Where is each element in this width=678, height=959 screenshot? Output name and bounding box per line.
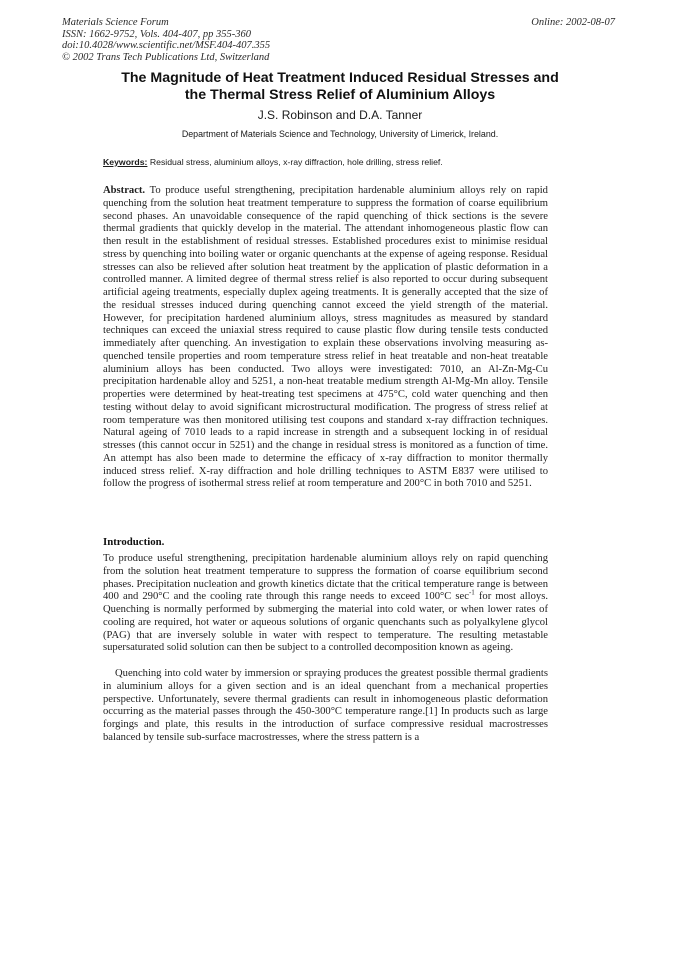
journal-header xyxy=(62,17,422,63)
title-line-1: The Magnitude of Heat Treatment Induced Residual Stresses and xyxy=(121,70,559,86)
issn-line: ISSN: 1662-9752, Vols. 404-407, pp 355-360 xyxy=(62,28,251,40)
introduction-paragraph-1 xyxy=(103,553,548,655)
doi-link[interactable]: doi:10.4028/www.scientific.net/MSF.404-407.355 xyxy=(62,40,271,52)
keywords-list: Residual stress, aluminium alloys, x-ray diffraction, hole drilling, stress relief. xyxy=(149,157,443,167)
intro-p1-superscript: -1 xyxy=(468,588,475,597)
intro-p1-text-a: To produce useful strengthening, precipitation hardenable aluminium alloys rely on rapid quenching from the solution heat treatment temperature to suppress the formation of coarse equilibrium second phases. Precipitation nucleation and growth kinetics dictate that the critical temperature range is between 400 and 290°C and the cooling rate through this range needs to exceed 100°C sec xyxy=(103,553,548,603)
paper-title xyxy=(70,70,610,103)
introduction-paragraph-2: Quenching into cold water by immersion or spraying produces the greatest possible thermal gradients in aluminium alloys for a given section and is an ideal quenchant from a mechanical properties perspective. Unfortunately, severe thermal gradients can result in inhomogeneous plastic deformation occurring as the material passes through the 450-300°C temperature range.[1] In products such as large forgings and plate, this results in the introduction of surface compressive residual macrostresses balanced by tensile sub-surface macrostresses, where the stress pattern is a xyxy=(103,668,548,743)
abstract xyxy=(103,185,548,491)
authors: J.S. Robinson and D.A. Tanner xyxy=(257,108,423,122)
abstract-text: To produce useful strengthening, precipitation hardenable aluminium alloys rely on rapid quenching from the solution heat treatment temperature to suppress the formation of coarse equilibrium second phases. An unavoidable consequence of the rapid quenching of thick sections is the severe thermal gradients that quickly develop in the material. The attendant inhomogeneous plastic flow can then result in the establishment of residual stresses. Established procedures exist to minimise residual stress by quenching into boiling water or organic quenchants at the expense of ageing response. Residual stresses can also be relieved after solution heat treatment by the application of plastic deformation in a controlled manner. A limited degree of thermal stress relief is also reported to occur during subsequent artificial ageing treatments, especially duplex ageing treatments. It is generally accepted that the size of the residual stresses induced during quenching cannot exceed the yield strength of the material. However, for precipitation hardened aluminium alloys, stress magnitudes as measured by standard techniques can exceed the uniaxial stress required to cause plastic flow during tensile tests conducted immediately after quenching. An investigation to explain these observations involving measuring as-quenched tensile properties and room temperature stress relief in heat treatable and non-heat treatable aluminium alloys has been conducted. Two alloys were investigated: 7010, an Al-Zn-Mg-Cu precipitation hardenable alloy and 5251, a non-heat treatable medium strength Al-Mg-Mn alloy. Tensile properties were determined by heat-treating test specimens at 475°C, cold water quenching and then testing without delay to avoid significant microstructural modification. The progress of stress relief at room temperature was then monitored utilising test coupons and standard x-ray diffraction techniques. Natural ageing of 7010 leads to a rapid increase in strength and a subsequent locking in of residual stresses (this cannot occur in 5251) and the change in residual stress is monitored as a function of time. An attempt has also been made to determine the efficacy of x-ray diffraction to monitor thermally induced stress relief. X-ray diffraction and hole drilling techniques to ASTM E837 were utilised to follow the progress of isothermal stress relief at room temperature and 200°C in both 7010 and 5251. xyxy=(103,185,548,490)
copyright-line: © 2002 Trans Tech Publications Ltd, Switzerland xyxy=(62,51,270,63)
online-date: Online: 2002-08-07 xyxy=(531,17,615,28)
title-line-2: the Thermal Stress Relief of Aluminium Alloys xyxy=(184,86,496,103)
journal-name: Materials Science Forum xyxy=(62,17,169,28)
keywords-label: Keywords: xyxy=(103,157,148,167)
keywords-line xyxy=(103,157,573,167)
affiliation: Department of Materials Science and Technology, University of Limerick, Ireland. xyxy=(181,129,499,139)
abstract-label: Abstract. xyxy=(103,185,146,196)
introduction-heading: Introduction. xyxy=(103,536,165,548)
intro-p1-text-b: for most alloys. Quenching is normally performed by submerging the material into cold water, or when lower rates of cooling are required, hot water or aqueous solutions of organic quenchants such as polyalkylene glycol (PAG) that are inversely soluble in water with respect to temperature. The resulting metastable supersaturated solid solution can then be subject to a controlled decomposition known as ageing. xyxy=(103,591,548,654)
